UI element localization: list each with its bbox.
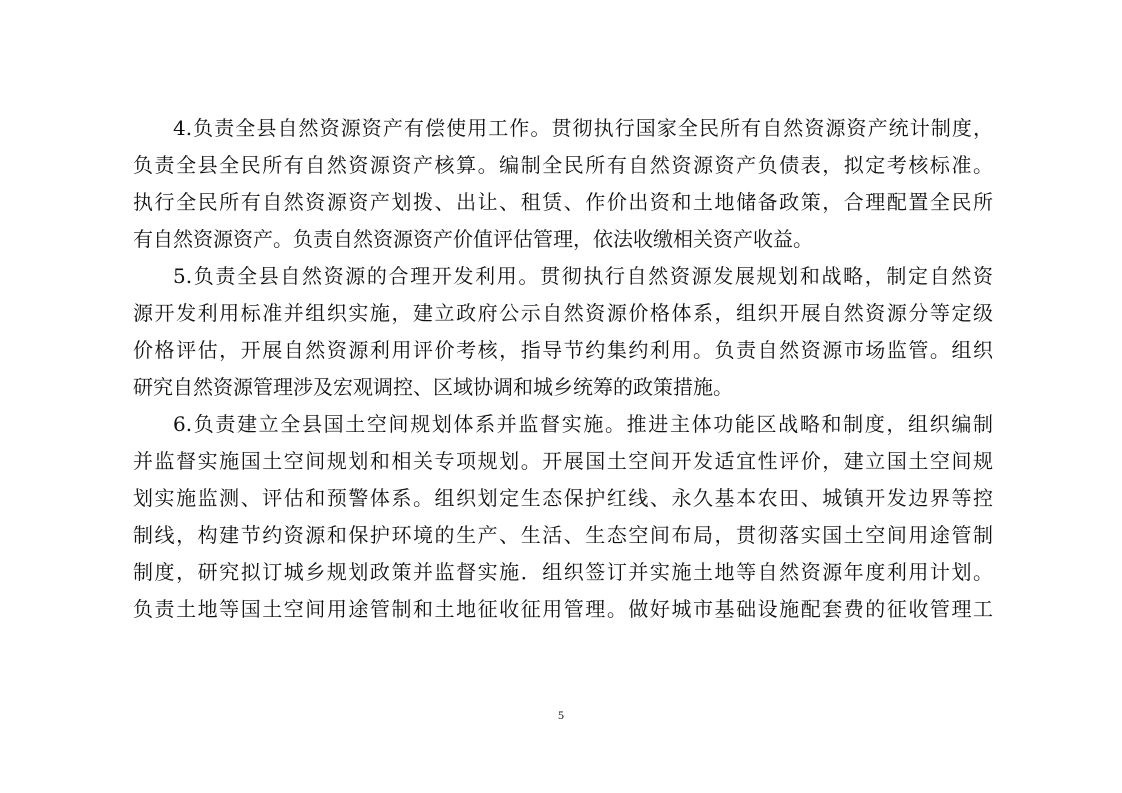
- text-line: 负责土地等国土空间用途管制和土地征收征用管理。做好城市基础设施配套费的征收管理工: [133, 597, 993, 621]
- paragraph-4: [133, 110, 993, 258]
- paragraph-5: [133, 258, 993, 406]
- text-line: 并监督实施国土空间规划和相关专项规划。开展国土空间开发适宜性评价，建立国土空间规: [133, 449, 993, 473]
- text-line: 6.负责建立全县国土空间规划体系并监督实施。推进主体功能区战略和制度，组织编制: [173, 412, 993, 436]
- text-line: 负责全县全民所有自然资源资产核算。编制全民所有自然资源资产负债表，拟定考核标准。: [133, 153, 993, 177]
- paragraph-6: [133, 406, 993, 628]
- text-line: 源开发利用标准并组织实施，建立政府公示自然资源价格体系，组织开展自然资源分等定级: [133, 301, 993, 325]
- text-line: 制线，构建节约资源和保护环境的生产、生活、生态空间布局，贯彻落实国土空间用途管制: [133, 523, 993, 547]
- text-line: 划实施监测、评估和预警体系。组织划定生态保护红线、永久基本农田、城镇开发边界等控: [133, 486, 993, 510]
- page-number: 5: [558, 708, 564, 722]
- text-line: 5.负责全县自然资源的合理开发利用。贯彻执行自然资源发展规划和战略，制定自然资: [173, 264, 993, 288]
- body-text: [133, 110, 993, 628]
- text-line: 有自然资源资产。负责自然资源资产价值评估管理，依法收缴相关资产收益。: [133, 227, 813, 251]
- text-line: 4.负责全县自然资源资产有偿使用工作。贯彻执行国家全民所有自然资源资产统计制度，: [173, 116, 993, 140]
- text-line: 执行全民所有自然资源资产划拨、出让、租赁、作价出资和土地储备政策，合理配置全民所: [133, 190, 993, 214]
- text-line: 制度，研究拟订城乡规划政策并监督实施．组织签订并实施土地等自然资源年度利用计划。: [133, 560, 993, 584]
- text-line: 研究自然资源管理涉及宏观调控、区域协调和城乡统筹的政策措施。: [133, 375, 733, 399]
- text-line: 价格评估，开展自然资源利用评价考核，指导节约集约利用。负责自然资源市场监管。组织: [133, 338, 993, 362]
